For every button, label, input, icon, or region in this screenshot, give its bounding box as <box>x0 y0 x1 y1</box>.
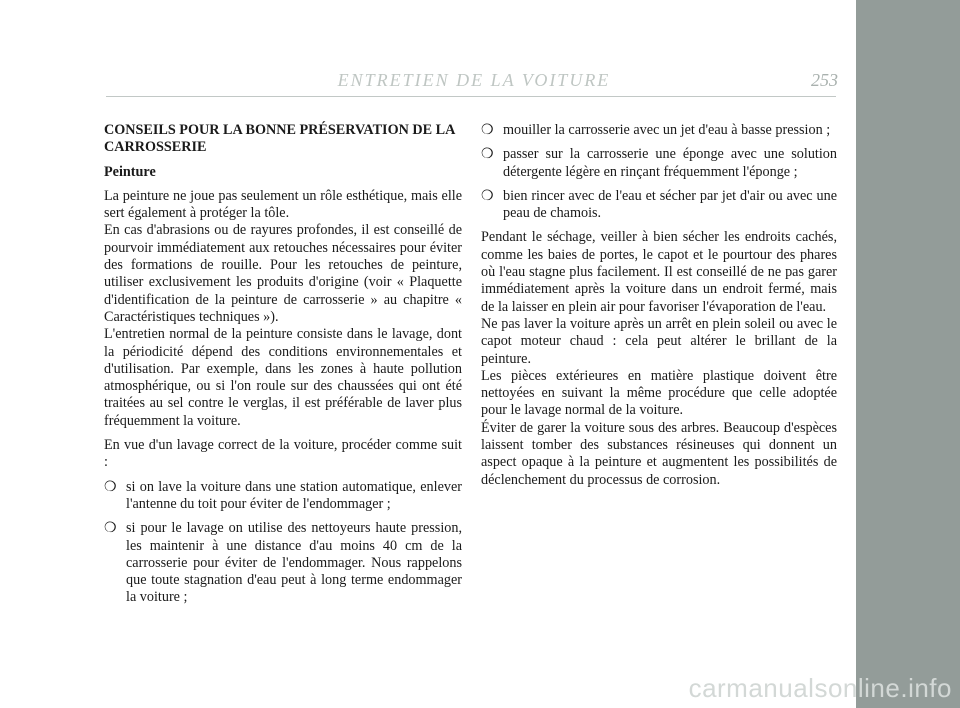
paragraph: L'entretien normal de la peinture consiste dans le lavage, dont la périodicité dépend des conditions environnementales et d'utilisation. Par exemple, dans les zones à haute pollution atmosphérique, ou si l'on roule sur des chaussées qui ont été traitées au sel contre le verglas, il est préférable de laver plus fréquemment la voiture. <box>104 326 462 429</box>
right-column <box>481 122 837 496</box>
list-item <box>481 188 837 223</box>
bullet-circle-icon: ❍ <box>481 123 494 138</box>
page-number: 253 <box>811 70 838 90</box>
list-item-text: si pour le lavage on utilise des nettoyeurs haute pression, les maintenir à une distance d'au moins 40 cm de la carrosserie pour éviter de l'endommager. Nous rappelons que toute stagnation d'eau peut à long terme endommager la voiture ; <box>126 520 462 606</box>
paragraph: En cas d'abrasions ou de rayures profondes, il est conseillé de pourvoir immédiatement aux retouches nécessaires pour éviter des formations de rouille. Pour les retouches de peinture, utiliser exclusivement les produits d'origine (voir « Plaquette d'identification de la peinture de carrosserie » au chapitre « Caractéristiques techniques »). <box>104 222 462 325</box>
list-item-text: bien rincer avec de l'eau et sécher par jet d'air ou avec une peau de chamois. <box>503 187 837 222</box>
running-header-title: ENTRETIEN DE LA VOITURE <box>337 70 611 90</box>
bullet-circle-icon: ❍ <box>481 147 494 163</box>
paragraph: Ne pas laver la voiture après un arrêt en plein soleil ou avec le capot moteur chaud : cela peut altérer le brillant de la peinture. <box>481 315 837 367</box>
bullet-circle-icon: ❍ <box>104 479 117 495</box>
paragraph: En vue d'un lavage correct de la voiture, procéder comme suit : <box>104 437 462 471</box>
subsection-heading: Peinture <box>104 163 156 180</box>
paragraph: Pendant le séchage, veiller à bien sécher les endroits cachés, comme les baies de portes, le capot et le pourtour des phares où l'eau stagne plus facilement. Il est conseillé de ne pas garer immédiatement après la voiture dans un endroit fermé, mais de la laisser en plein air pour favoriser l'évaporation de l'eau. <box>481 229 837 315</box>
list-item-text: mouiller la carrosserie avec un jet d'eau à basse pression ; <box>503 122 831 138</box>
list-item-text: si on lave la voiture dans une station automatique, enlever l'antenne du toit pour éviter de l'endommager ; <box>126 478 462 512</box>
paragraph: La peinture ne joue pas seulement un rôle esthétique, mais elle sert également à protéger la tôle. <box>104 187 462 222</box>
paragraph: Les pièces extérieures en matière plastique doivent être nettoyées en suivant la même procédure que celle adoptée pour le lavage normal de la voiture. <box>481 367 837 419</box>
bullet-circle-icon: ❍ <box>481 188 494 204</box>
watermark: carmanualsonline.info <box>688 673 952 703</box>
paragraph: Éviter de garer la voiture sous des arbres. Beaucoup d'espèces laissent tomber des substances résineuses qui donnent un aspect opaque à la peinture et augmentent les possibilités de déclenchement du processus de corrosion. <box>481 419 837 488</box>
left-column <box>104 122 462 614</box>
page-edge-band <box>856 0 960 708</box>
list-item-text: passer sur la carrosserie une éponge avec une solution détergente légère en rinçant fréquemment l'éponge ; <box>503 146 837 180</box>
list-item <box>481 122 837 139</box>
section-heading: CONSEILS POUR LA BONNE PRÉSERVATION DE LA CARROSSERIE <box>104 122 455 156</box>
list-item <box>481 146 837 181</box>
bullet-circle-icon: ❍ <box>104 521 117 537</box>
list-item <box>104 520 462 606</box>
list-item <box>104 479 462 514</box>
header-divider <box>106 96 836 97</box>
